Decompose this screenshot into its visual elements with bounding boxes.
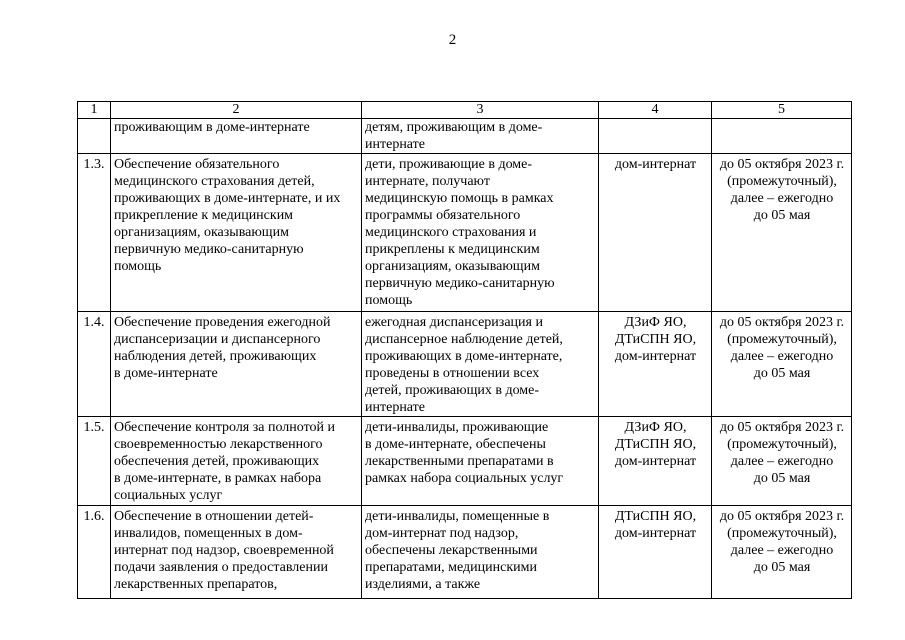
table-row (78, 154, 852, 312)
result-cell: детям, проживающим в доме- интернате (362, 119, 599, 154)
deadline-cell (712, 119, 852, 154)
column-header: 4 (599, 102, 712, 119)
row-number: 1.6. (78, 506, 111, 599)
result-cell: дети, проживающие в доме- интернате, получают медицинскую помощь в рамках программы обязательного медицинского страхования и прикреплены к медицинским организациям, оказывающим первичную медико-санитарную помощь (362, 154, 599, 312)
row-number: 1.5. (78, 417, 111, 506)
deadline-cell: до 05 октября 2023 г. (промежуточный), далее – ежегодно до 05 мая (712, 312, 852, 417)
measure-cell: Обеспечение обязательного медицинского страхования детей, проживающих в доме-интернате, и их прикрепление к медицинским организациям, оказывающим первичную медико-санитарную помощь (111, 154, 362, 312)
row-number: 1.4. (78, 312, 111, 417)
row-number: 1.3. (78, 154, 111, 312)
deadline-cell: до 05 октября 2023 г. (промежуточный), далее – ежегодно до 05 мая (712, 154, 852, 312)
result-cell: ежегодная диспансеризация и диспансерное наблюдение детей, проживающих в доме-интернате, проведены в отношении всех детей, проживающих в доме- интернате (362, 312, 599, 417)
column-header: 3 (362, 102, 599, 119)
result-cell: дети-инвалиды, проживающие в доме-интернате, обеспечены лекарственными препаратами в рамках набора социальных услуг (362, 417, 599, 506)
table-row (78, 506, 852, 599)
column-header: 2 (111, 102, 362, 119)
measures-table (77, 101, 852, 599)
deadline-cell: до 05 октября 2023 г. (промежуточный), далее – ежегодно до 05 мая (712, 506, 852, 599)
column-header: 5 (712, 102, 852, 119)
table-row (78, 312, 852, 417)
responsible-cell: ДЗиФ ЯО, ДТиСПН ЯО, дом-интернат (599, 312, 712, 417)
measure-cell: проживающим в доме-интернате (111, 119, 362, 154)
row-number (78, 119, 111, 154)
responsible-cell: дом-интернат (599, 154, 712, 312)
measure-cell: Обеспечение в отношении детей- инвалидов, помещенных в дом- интернат под надзор, своевременной подачи заявления о предоставлении лекарственных препаратов, (111, 506, 362, 599)
deadline-cell: до 05 октября 2023 г. (промежуточный), далее – ежегодно до 05 мая (712, 417, 852, 506)
measure-cell: Обеспечение контроля за полнотой и своевременностью лекарственного обеспечения детей, проживающих в доме-интернате, в рамках набора социальных услуг (111, 417, 362, 506)
responsible-cell: ДЗиФ ЯО, ДТиСПН ЯО, дом-интернат (599, 417, 712, 506)
result-cell: дети-инвалиды, помещенные в дом-интернат под надзор, обеспечены лекарственными препаратами, медицинскими изделиями, а также (362, 506, 599, 599)
table-header-row (78, 102, 852, 119)
measure-cell: Обеспечение проведения ежегодной диспансеризации и диспансерного наблюдения детей, проживающих в доме-интернате (111, 312, 362, 417)
page-number: 2 (448, 32, 457, 48)
table-row (78, 417, 852, 506)
responsible-cell: ДТиСПН ЯО, дом-интернат (599, 506, 712, 599)
table-row (78, 119, 852, 154)
responsible-cell (599, 119, 712, 154)
column-header: 1 (78, 102, 111, 119)
